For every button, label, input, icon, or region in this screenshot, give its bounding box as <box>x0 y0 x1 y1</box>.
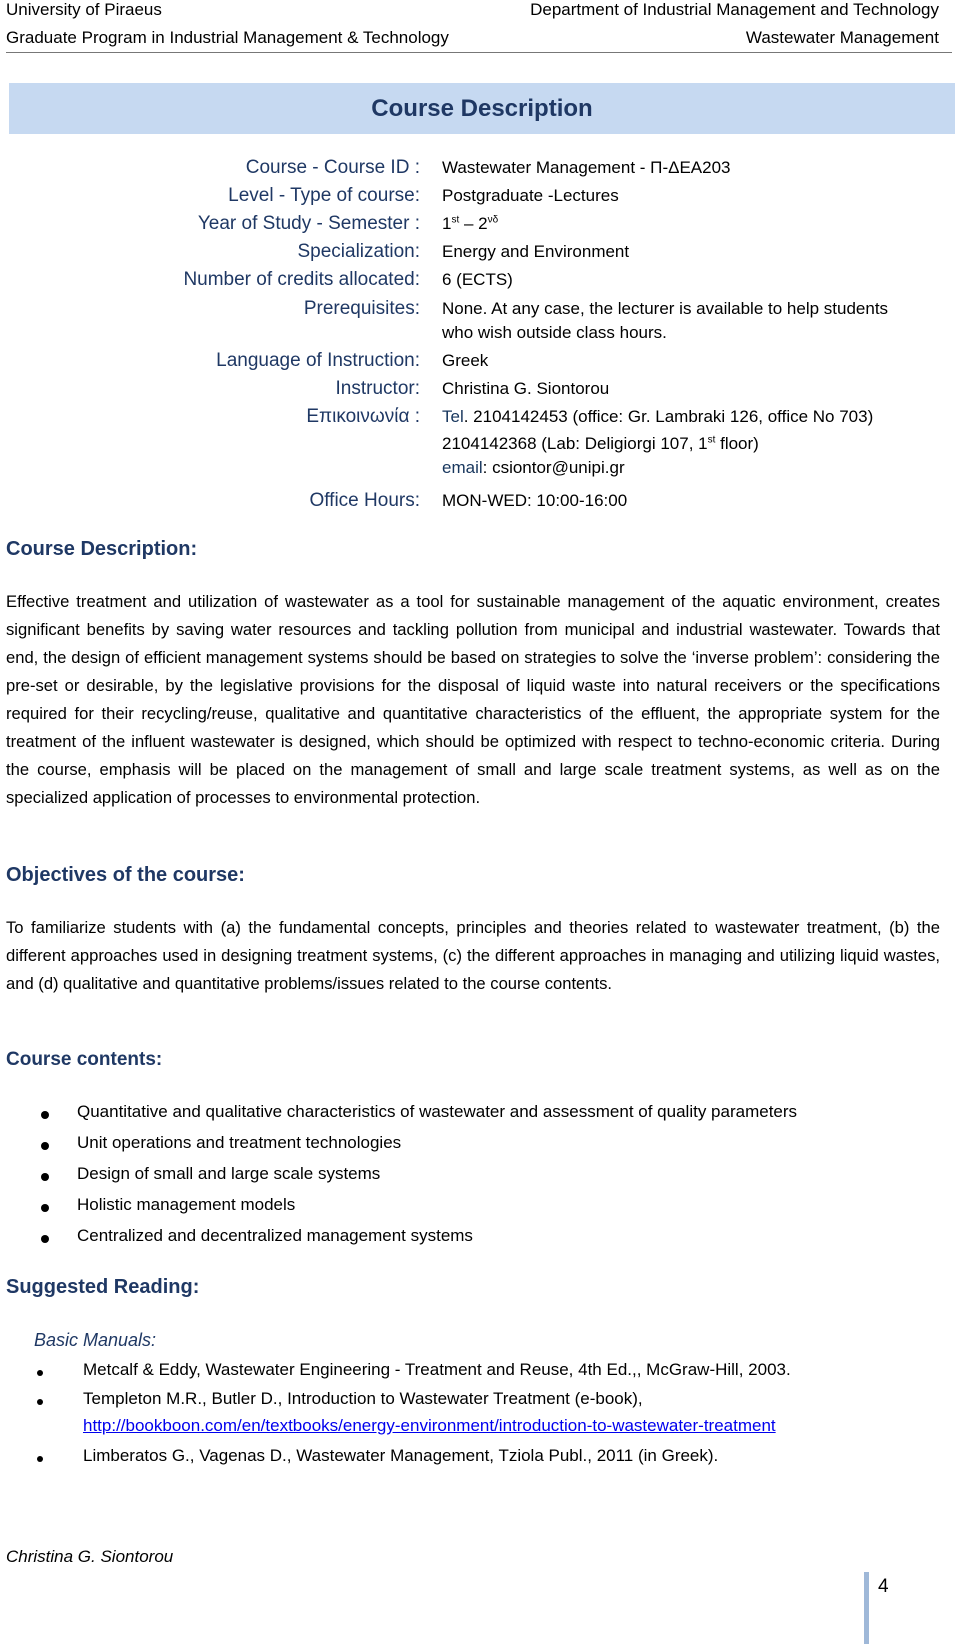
bullet-icon <box>37 1370 43 1376</box>
info-value: Christina G. Siontorou <box>442 379 610 398</box>
bullet-icon <box>41 1204 49 1212</box>
header-program: Graduate Program in Industrial Management & Technology <box>6 28 449 47</box>
info-label: Level - Type of course: <box>228 185 420 206</box>
info-value: Wastewater Management - Π-ΔΕΑ203 <box>442 158 731 177</box>
objectives-paragraph: To familiarize students with (a) the fundamental concepts, principles and theories related to wastewater treatment, (b) the different approaches used in designing treatment systems, (c) the different approaches in managing and utilizing liquid wastes, and (d) qualitative and quantitative problems/issues related to the course contents. <box>6 918 940 993</box>
contact-phone: Tel. 2104142453 (office: Gr. Lambraki 126, office No 703) <box>442 407 874 426</box>
info-row-specialization <box>0 241 960 269</box>
info-row-contact <box>0 406 960 482</box>
info-label: Specialization: <box>297 241 420 262</box>
section-title-objectives: Objectives of the course: <box>6 864 245 886</box>
basic-manuals-heading: Basic Manuals: <box>34 1330 157 1350</box>
contact-lab-phone: 2104142368 (Lab: Deligiorgi 107, 1st floor) <box>442 434 759 453</box>
info-row-language <box>0 350 960 378</box>
list-item-text: Design of small and large scale systems <box>77 1164 381 1183</box>
bullet-icon <box>41 1111 49 1119</box>
reading-item-text: Limberatos G., Vagenas D., Wastewater Management, Tziola Publ., 2011 (in Greek). <box>83 1446 719 1465</box>
info-label: Language of Instruction: <box>216 350 420 371</box>
info-value: Greek <box>442 351 489 370</box>
info-label: Prerequisites: <box>303 298 420 319</box>
info-row-year <box>0 213 960 241</box>
info-label: Επικοινωνία : <box>306 406 420 427</box>
list-item <box>0 1224 960 1254</box>
info-value: $1st - 2^{\nu\delta}$ <box>442 214 499 233</box>
section-title-description: Course Description: <box>6 538 198 560</box>
info-row-office-hours <box>0 490 960 518</box>
footer-author: Christina G. Siontorou <box>6 1547 174 1566</box>
list-item-text: Holistic management models <box>77 1195 296 1214</box>
info-label: Course - Course ID : <box>245 157 420 178</box>
title-banner <box>9 83 955 134</box>
bullet-icon <box>41 1235 49 1243</box>
info-row-credits <box>0 269 960 297</box>
list-item <box>0 1162 960 1192</box>
list-item <box>0 1358 960 1388</box>
bullet-icon <box>37 1456 43 1462</box>
page-title: Course Description <box>371 95 593 122</box>
info-row-level <box>0 185 960 213</box>
list-item <box>0 1100 960 1130</box>
bullet-icon <box>41 1142 49 1150</box>
list-item <box>0 1193 960 1223</box>
contact-email[interactable]: email: csiontor@unipi.gr <box>442 458 625 477</box>
info-row-instructor <box>0 378 960 406</box>
bullet-icon <box>41 1173 49 1181</box>
header-department: Department of Industrial Management and Technology <box>530 0 939 19</box>
bullet-icon <box>37 1399 43 1405</box>
info-value-cont: who wish outside class hours. <box>442 323 667 342</box>
info-row-prerequisites <box>0 298 960 350</box>
info-value: Energy and Environment <box>442 242 630 261</box>
info-value: 6 (ECTS) <box>442 270 513 289</box>
header-divider <box>6 52 952 53</box>
info-label: Office Hours: <box>309 490 420 511</box>
page-number-bar <box>864 1572 869 1644</box>
info-label: Number of credits allocated: <box>183 269 420 290</box>
list-item <box>0 1131 960 1161</box>
list-item <box>0 1387 960 1443</box>
info-label: Instructor: <box>335 378 420 399</box>
list-item-text: Quantitative and qualitative characteristics of wastewater and assessment of quality parameters <box>77 1102 798 1121</box>
description-paragraph: Effective treatment and utilization of wastewater as a tool for sustainable management of the aquatic environment, creates significant benefits by saving water resources and tackling pollution from municipal and industrial wastewater. Towards that end, the design of efficient management systems should be based on strategies to solve the ‘inverse problem’: considering the pre-set or desirable, by the legislative provisions for the disposal of liquid waste into natural receivers or the specifications required for their recycling/reuse, qualitative and quantitative characteristics of the effluent, the appropriate system for the treatment of the influent wastewater is designed, which should be optimized with respect to techno-economic criteria. During the course, emphasis will be placed on the management of small and large scale treatment systems, as well as on the specialized application of processes to environmental protection. <box>6 592 940 807</box>
list-item <box>0 1444 960 1474</box>
reading-item-text: Templeton M.R., Butler D., Introduction to Wastewater Treatment (e-book), <box>83 1389 643 1408</box>
section-title-reading: Suggested Reading: <box>6 1276 200 1298</box>
info-value: MON-WED: 10:00-16:00 <box>442 491 628 510</box>
header-course: Wastewater Management <box>745 28 939 47</box>
info-value: Postgraduate -Lectures <box>442 186 619 205</box>
reading-item-text: Metcalf & Eddy, Wastewater Engineering - Treatment and Reuse, 4th Ed.,, McGraw-Hill, 2003. <box>83 1360 791 1379</box>
list-item-text: Unit operations and treatment technologies <box>77 1133 402 1152</box>
ebook-link[interactable]: http://bookboon.com/en/textbooks/energy-environment/introduction-to-wastewater-treatment <box>83 1416 776 1435</box>
info-row-course-id <box>0 157 960 185</box>
info-value: None. At any case, the lecturer is available to help students <box>442 299 889 318</box>
list-item-text: Centralized and decentralized management systems <box>77 1226 473 1245</box>
header-university: University of Piraeus <box>6 0 162 19</box>
section-title-contents: Course contents: <box>6 1049 163 1070</box>
info-label: Year of Study - Semester : <box>197 213 420 234</box>
page-number: 4 <box>878 1576 889 1597</box>
